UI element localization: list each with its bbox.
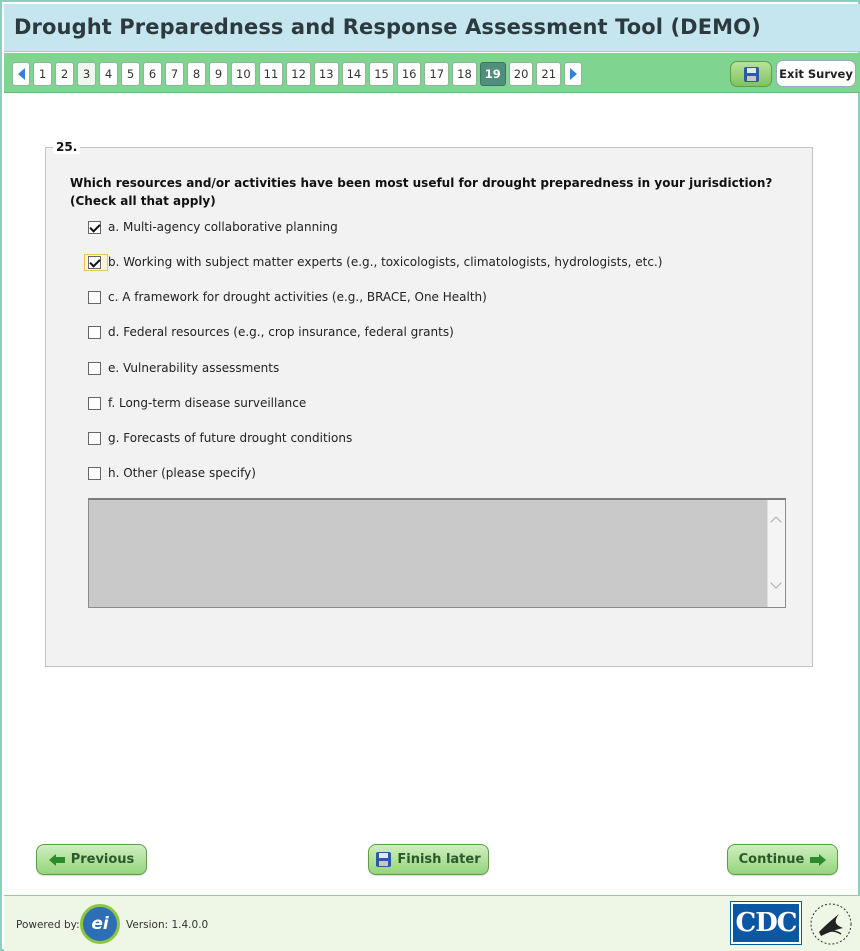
question-text-line2: (Check all that apply) [70,194,216,208]
scroll-up-icon[interactable] [770,516,781,527]
option-h[interactable] [84,464,256,482]
checkbox[interactable] [88,467,101,480]
next-page-arrow-icon[interactable] [564,62,582,86]
prev-page-arrow-icon[interactable] [12,62,30,86]
option-label: c. A framework for drought activities (e.g., BRACE, One Health) [108,290,487,304]
checkbox-wrap [84,430,108,447]
checkbox-wrap [84,324,108,341]
checkbox[interactable] [88,432,101,445]
option-label: d. Federal resources (e.g., crop insurance, federal grants) [108,325,454,339]
right-arrow-icon [810,854,826,866]
page-19-button[interactable]: 19 [480,62,506,86]
page-7-button[interactable]: 7 [165,62,184,86]
option-e[interactable] [84,359,279,377]
page-list [12,62,582,86]
checkbox-wrap [84,219,108,236]
version-label: Version: 1.4.0.0 [126,919,209,931]
question-text [70,174,790,210]
page-20-button[interactable]: 20 [509,62,534,86]
checkbox[interactable] [88,397,101,410]
page-11-button[interactable]: 11 [259,62,284,86]
previous-button[interactable] [36,844,147,875]
page-16-button[interactable]: 16 [397,62,422,86]
scroll-down-icon[interactable] [770,577,781,588]
other-specify-textarea[interactable] [88,498,786,608]
exit-survey-button[interactable]: Exit Survey [776,60,856,87]
checkbox[interactable] [88,221,101,234]
finish-later-button[interactable] [368,844,489,875]
continue-button[interactable] [727,844,838,875]
checkbox-wrap [84,465,108,482]
checkbox-wrap [84,360,108,377]
app-title: Drought Preparedness and Response Assessment Tool (DEMO) [14,15,761,39]
page-5-button[interactable]: 5 [121,62,140,86]
page-8-button[interactable]: 8 [187,62,206,86]
footer [4,895,860,951]
page-6-button[interactable]: 6 [143,62,162,86]
page-3-button[interactable]: 3 [77,62,96,86]
page-21-button[interactable]: 21 [536,62,561,86]
title-bar [4,4,860,52]
page-10-button[interactable]: 10 [231,62,256,86]
option-d[interactable] [84,323,454,341]
option-label: b. Working with subject matter experts (e.g., toxicologists, climatologists, hydrologists, etc.) [108,255,663,269]
checkbox-wrap [84,395,108,412]
option-label: g. Forecasts of future drought conditions [108,431,353,445]
left-arrow-icon [49,854,65,866]
page-9-button[interactable]: 9 [209,62,228,86]
page-2-button[interactable]: 2 [55,62,74,86]
page-17-button[interactable]: 17 [424,62,449,86]
page-12-button[interactable]: 12 [286,62,311,86]
checkbox[interactable] [88,326,101,339]
page-nav-bar [4,53,860,93]
checkbox-wrap [84,289,108,306]
page-15-button[interactable]: 15 [369,62,394,86]
page-13-button[interactable]: 13 [314,62,339,86]
page-4-button[interactable]: 4 [99,62,118,86]
option-a[interactable] [84,218,338,236]
hhs-eagle-logo [809,902,853,946]
textarea-scrollbar[interactable] [767,500,785,607]
save-button[interactable] [730,61,772,87]
page-18-button[interactable]: 18 [452,62,477,86]
powered-by-label: Powered by: [16,919,80,931]
cdc-logo-text: CDC [735,908,797,938]
option-label: e. Vulnerability assessments [108,361,280,375]
continue-label: Continue [738,852,805,867]
option-label: a. Multi-agency collaborative planning [108,220,338,234]
floppy-disk-icon [744,67,759,82]
option-label: f. Long-term disease surveillance [108,396,307,410]
checkbox[interactable] [88,291,101,304]
option-label: h. Other (please specify) [108,466,256,480]
page-14-button[interactable]: 14 [342,62,367,86]
ei-logo [80,904,120,944]
page-1-button[interactable]: 1 [33,62,52,86]
checkbox-wrap [84,254,108,271]
option-g[interactable] [84,429,352,447]
floppy-disk-icon [376,852,391,867]
checkbox[interactable] [88,362,101,375]
question-text-line1: Which resources and/or activities have been most useful for drought preparedness in your jurisdiction? [70,176,773,190]
option-c[interactable] [84,288,487,306]
option-b[interactable] [84,253,662,271]
previous-label: Previous [70,852,135,867]
checkbox[interactable] [88,256,101,269]
question-number: 25. [53,140,80,154]
option-f[interactable] [84,394,306,412]
finish-later-label: Finish later [397,852,481,867]
ei-logo-text: ei [91,914,109,934]
cdc-logo [731,902,801,944]
